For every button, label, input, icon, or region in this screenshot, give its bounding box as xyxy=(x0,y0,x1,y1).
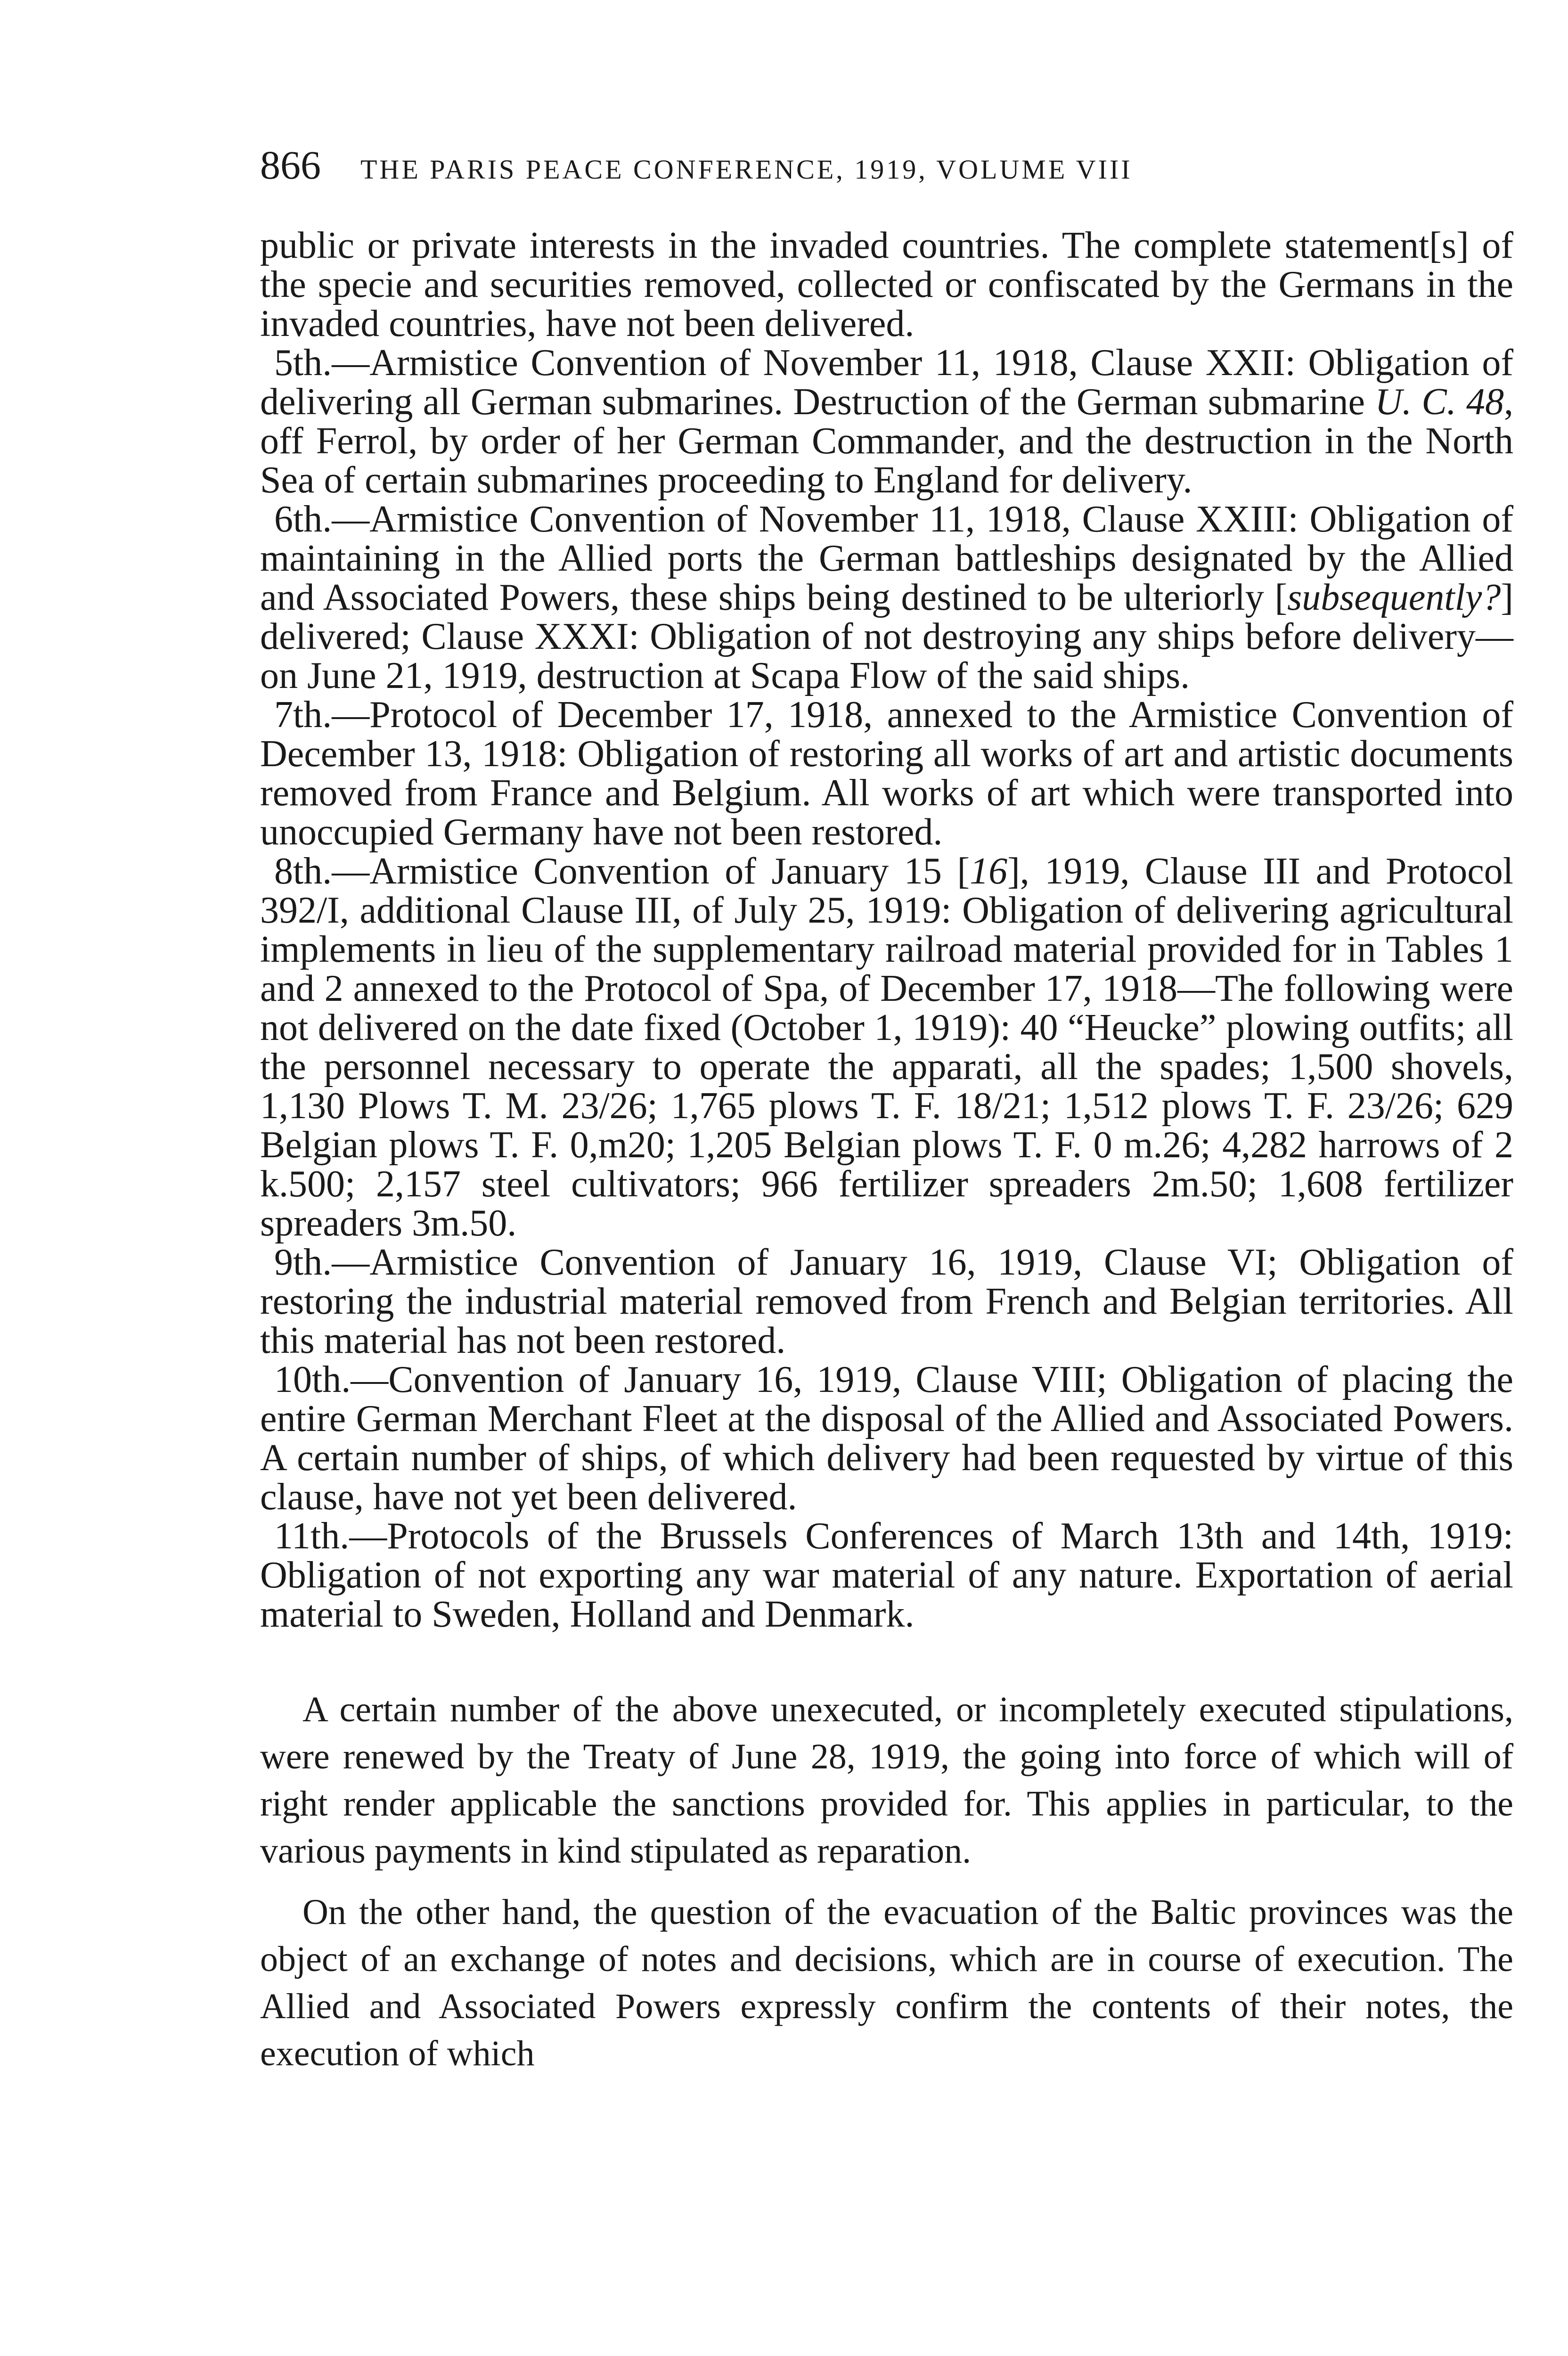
item-6-text-a: 6th.—Armistice Convention of November 11, 1918, Clause XXIII: Obligation of maintaining in the Allied ports the German battleships designated by the Allied and Associated Powers, these ships being destined to be ulteriorly [ xyxy=(260,499,1513,618)
violations-list xyxy=(260,226,1513,1634)
closing-section xyxy=(260,1686,1513,2077)
list-item-8th xyxy=(260,852,1513,1243)
item-6-italic: subsequently? xyxy=(1287,577,1501,618)
list-item-10th: 10th.—Convention of January 16, 1919, Clause VIII; Obligation of placing the entire German Merchant Fleet at the disposal of the Allied and Associated Powers. A certain number of ships, of which delivery had been requested by virtue of this clause, have not yet been delivered. xyxy=(260,1359,1513,1518)
running-title: THE PARIS PEACE CONFERENCE, 1919, VOLUME VIII xyxy=(360,154,1133,185)
item-8-text-a: 8th.—Armistice Convention of January 15 [ xyxy=(274,851,970,892)
body-paragraph-2: On the other hand, the question of the evacuation of the Baltic provinces was the object of an exchange of notes and decisions, which are in course of execution. The Allied and Associated Powers expressly confirm the contents of their notes, the execution of which xyxy=(260,1892,1513,2073)
item-8-text-b: ], 1919, Clause III and Protocol 392/I, additional Clause III, of July 25, 1919: Obligation of delivering agricultural implements in lieu of the supplementary railroad material provided for in Tables 1 and 2 annexed to the Protocol of Spa, of December 17, 1918—The following were not delivered on the date fixed (October 1, 1919): 40 “Heucke” plowing outfits; all the personnel necessary to operate the apparati, all the spades; 1,500 shovels, 1,130 Plows T. M. 23/26; 1,765 plows T. F. 18/21; 1,512 plows T. F. 23/26; 629 Belgian plows T. F. 0,m20; 1,205 Belgian plows T. F. 0 m.26; 4,282 harrows of 2 k.500; 2,157 steel cultivators; 966 fertilizer spreaders 2m.50; 1,608 fertilizer spreaders 3m.50. xyxy=(260,851,1513,1244)
item-6-text-b: ] delivered; Clause XXXI: Obligation of not destroying any ships before delivery—on June 21, 1919, destruction at Scapa Flow of the said ships. xyxy=(260,577,1513,696)
list-item-9th: 9th.—Armistice Convention of January 16, 1919, Clause VI; Obligation of restoring the industrial material removed from French and Belgian territories. All this material has not been restored. xyxy=(260,1242,1513,1361)
item-8-italic: 16 xyxy=(970,851,1008,892)
item-5-italic: U. C. 48 xyxy=(1375,381,1504,423)
continuation-paragraph: public or private interests in the invaded countries. The complete statement[s] of the specie and securities removed, collected or confiscated by the Germans in the invaded countries, have not been delivered. xyxy=(260,225,1513,344)
list-item-11th: 11th.—Protocols of the Brussels Conferences of March 13th and 14th, 1919: Obligation of not exporting any war material of any nature. Exportation of aerial material to Sweden, Holland and Denmark. xyxy=(260,1515,1513,1635)
list-item-7th: 7th.—Protocol of December 17, 1918, annexed to the Armistice Convention of December 13, 1918: Obligation of restoring all works of art and artistic documents removed from France and Belgium. All works of art which were transported into unoccupied Germany have not been restored. xyxy=(260,694,1513,853)
list-item-5th xyxy=(260,344,1513,500)
body-paragraph-1: A certain number of the above unexecuted, or incompletely executed stipulations, were renewed by the Treaty of June 28, 1919, the going into force of which will of right render applicable the sanctions provided for. This applies in particular, to the various payments in kind stipulated as reparation. xyxy=(260,1690,1513,1871)
document-page xyxy=(260,141,1513,2091)
running-head xyxy=(260,141,1513,193)
item-5-text-b: , off Ferrol, by order of her German Commander, and the destruction in the North Sea of certain submarines proceeding to England for delivery. xyxy=(260,381,1513,501)
page-number: 866 xyxy=(260,142,321,188)
item-5-text-a: 5th.—Armistice Convention of November 11, 1918, Clause XXII: Obligation of delivering all German submarines. Destruction of the German submarine xyxy=(260,342,1513,423)
list-item-6th xyxy=(260,500,1513,695)
